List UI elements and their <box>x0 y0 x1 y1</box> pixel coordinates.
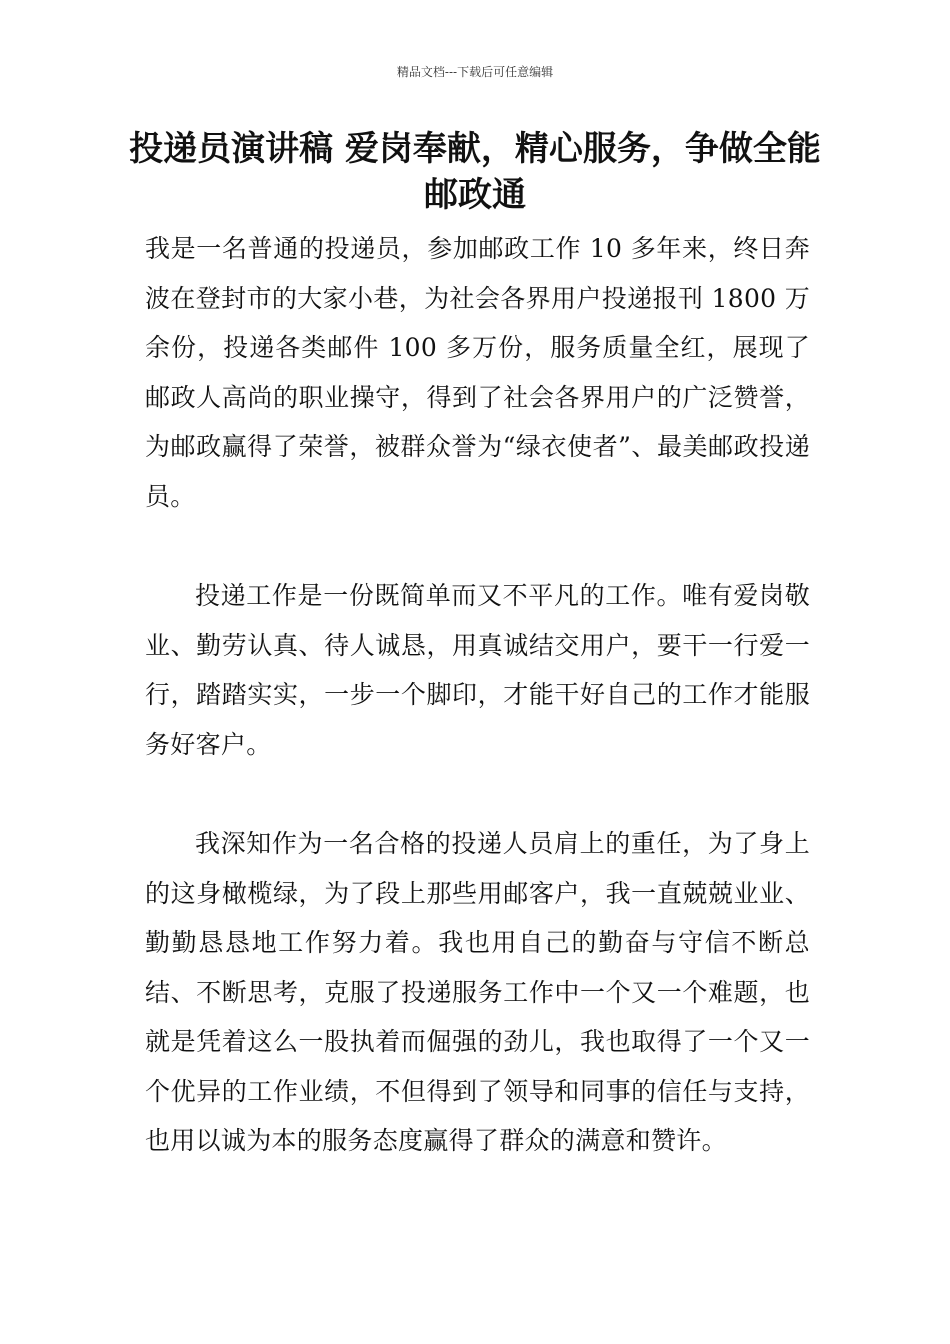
document-body <box>145 224 810 1166</box>
paragraph-spacer <box>145 521 810 571</box>
paragraph-3: 我深知作为一名合格的投递人员肩上的重任，为了身上的这身橄榄绿，为了段上那些用邮客户，我一直兢兢业业、勤勤恳恳地工作努力着。我也用自己的勤奋与守信不断总结、不断思考，克服了投递服务工作中一个又一个难题，也就是凭着这么一股执着而倔强的劲儿，我也取得了一个又一个优异的工作业绩，不但得到了领导和同事的信任与支持，也用以诚为本的服务态度赢得了群众的满意和赞许。 <box>145 829 810 1155</box>
paragraph-1: 我是一名普通的投递员，参加邮政工作 10 多年来，终日奔波在登封市的大家小巷，为社会各界用户投递报刊 1800 万余份，投递各类邮件 100 多万份，服务质量全红，展现了邮政人高尚的职业操守，得到了社会各界用户的广泛赞誉，为邮政赢得了荣誉，被群众誉为“绿衣使者”、最美邮政投递员。 <box>145 234 810 511</box>
paragraph-spacer <box>145 769 810 819</box>
document-title: 投递员演讲稿 爱岗奉献，精心服务，争做全能邮政通 <box>129 129 821 215</box>
header-note: 精品文档---下载后可任意编辑 <box>396 65 554 79</box>
paragraph-2: 投递工作是一份既简单而又不平凡的工作。唯有爱岗敬业、勤劳认真、待人诚恳，用真诚结交用户，要干一行爱一行，踏踏实实，一步一个脚印，才能干好自己的工作才能服务好客户。 <box>145 581 810 759</box>
